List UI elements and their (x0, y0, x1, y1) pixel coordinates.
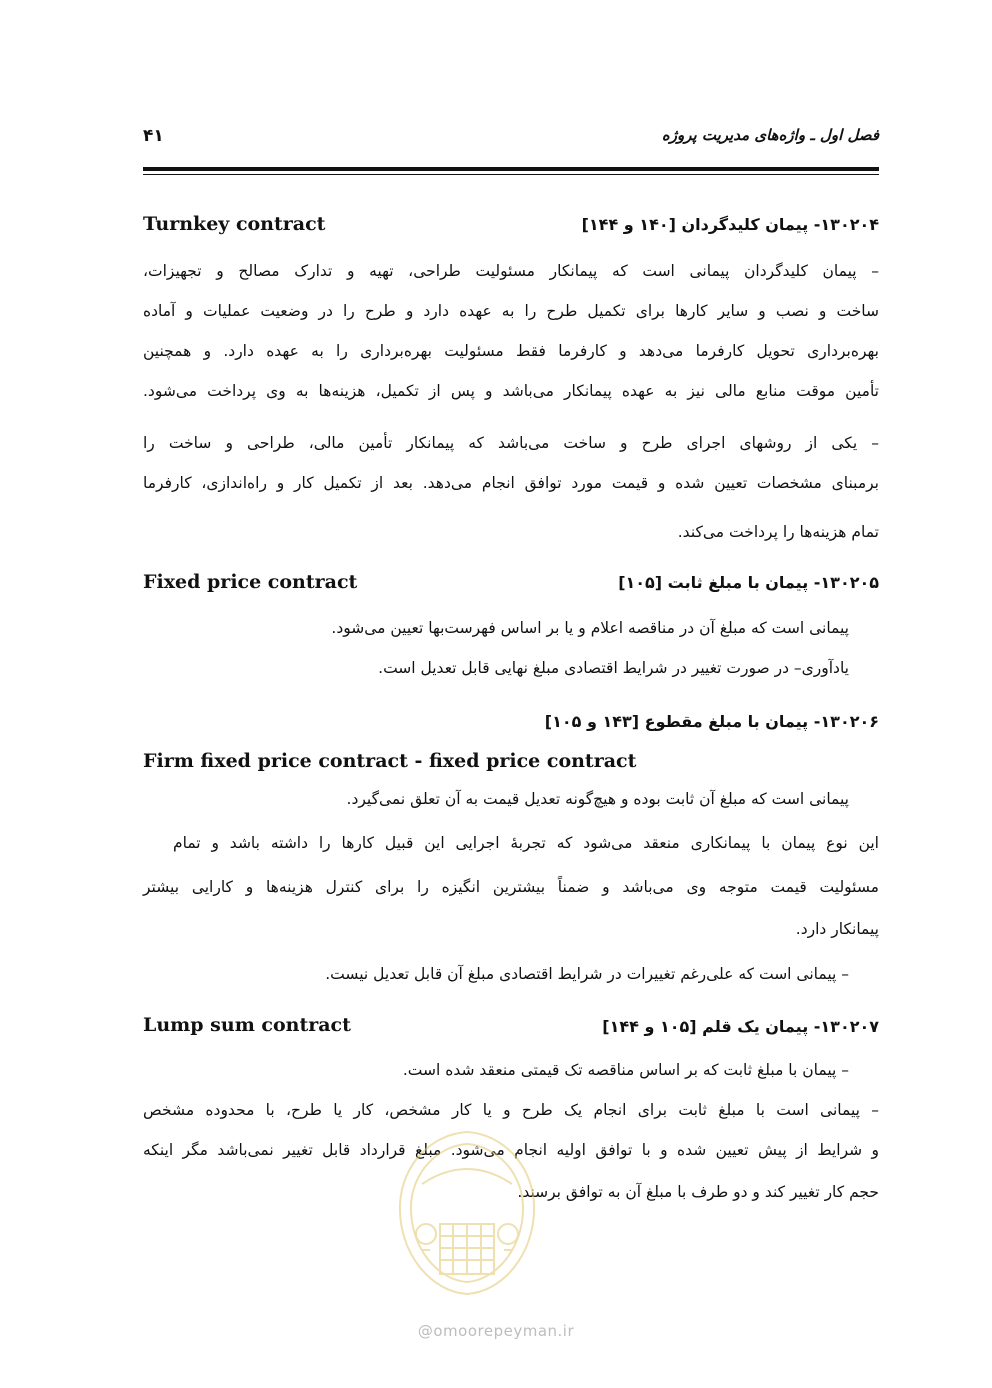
paragraph-line: این نوع پیمان با پیمانکاری منعقد می‌شود که تجربهٔ اجرایی این قبیل کارها را داشته باشد و تمام (173, 834, 879, 852)
section-heading-fa: ۱۳۰۲۰۷- پیمان یک قلم [۱۰۵ و ۱۴۴] (602, 1017, 879, 1036)
paragraph-line: مسئولیت قیمت متوجه وی می‌باشد و ضمناً بیشترین انگیزه را برای کنترل هزینه‌ها و کارایی بیشتر (143, 878, 879, 896)
section-heading-en: Fixed price contract (143, 571, 358, 593)
paragraph-line: پیمانی است که مبلغ آن ثابت بوده و هیچ‌گونه تعدیل قیمت به آن تعلق نمی‌گیرد. (346, 790, 849, 808)
paragraph-line: – پیمانی است با مبلغ ثابت برای انجام یک طرح و یا کار مشخص، کار یا طرح، با محدوده مشخص (143, 1101, 879, 1119)
paragraph-line: حجم کار تغییر کند و دو طرف با مبلغ آن به توافق برسند. (517, 1183, 879, 1201)
running-title: فصل اول ـ واژه‌های مدیریت پروژه (661, 126, 879, 144)
paragraph-line: تأمین موقت منابع مالی نیز به عهده پیمانکار می‌باشد و پس از تکمیل، هزینه‌ها به وی پرداخت می‌شود. (143, 382, 879, 400)
paragraph-line: – پیمانی است که علی‌رغم تغییرات در شرایط اقتصادی مبلغ آن قابل تعدیل نیست. (325, 965, 849, 983)
paragraph-line: تمام هزینه‌ها را پرداخت می‌کند. (677, 523, 879, 541)
section-heading-fa: ۱۳۰۲۰۶- پیمان با مبلغ مقطوع [۱۴۳ و ۱۰۵] (544, 712, 879, 731)
header-rule-thick (143, 167, 879, 171)
section-heading-fa: ۱۳۰۲۰۵- پیمان با مبلغ ثابت [۱۰۵] (618, 573, 879, 592)
paragraph-line: ساخت و نصب و سایر کارها برای تکمیل طرح را به عهده دارد و طرح را در وضعیت عملیات و آماده (143, 302, 879, 320)
paragraph-line: و شرایط از پیش تعیین شده و با توافق اولیه انجام می‌شود. مبلغ قرارداد قابل تغییر نمی‌باشد مگر اینکه (143, 1141, 879, 1159)
section-heading-en: Lump sum contract (143, 1014, 351, 1036)
paragraph-line: پیمانکار دارد. (795, 920, 879, 938)
paragraph-line: پیمانی است که مبلغ آن در مناقصه اعلام و یا بر اساس فهرست‌بها تعیین می‌شود. (331, 619, 849, 637)
section-heading-en: Turnkey contract (143, 213, 326, 235)
paragraph-line: – یکی از روشهای اجرای طرح و ساخت می‌باشد که پیمانکار تأمین مالی، طراحی و ساخت را (143, 434, 879, 452)
paragraph-line: برمبنای مشخصات تعیین شده و قیمت مورد توافق انجام می‌دهد. بعد از تکمیل کار و راه‌اندازی، کارفرما (143, 474, 879, 492)
header-rule-thin (143, 174, 879, 175)
section-heading-en: Firm fixed price contract - fixed price contract (143, 750, 637, 772)
section-heading-fa: ۱۳۰۲۰۴- پیمان کلیدگردان [۱۴۰ و ۱۴۴] (581, 215, 879, 234)
paragraph-line: یادآوری– در صورت تغییر در شرایط اقتصادی مبلغ نهایی قابل تعدیل است. (378, 659, 849, 677)
paragraph-line: بهره‌برداری تحویل کارفرما می‌دهد و کارفرما فقط مسئولیت بهره‌برداری را به عهده دارد. و همچنین (143, 342, 879, 360)
paragraph-line: – پیمان با مبلغ ثابت که بر اساس مناقصه تک قیمتی منعقد شده است. (402, 1061, 849, 1079)
watermark-text: @omoorepeyman.ir (417, 1322, 575, 1340)
paragraph-line: – پیمان کلیدگردان پیمانی است که پیمانکار مسئولیت طراحی، تهیه و تدارک مصالح و تجهیزات، (143, 262, 879, 280)
watermark-logo (392, 1124, 542, 1300)
page-number: ۴۱ (143, 126, 164, 146)
